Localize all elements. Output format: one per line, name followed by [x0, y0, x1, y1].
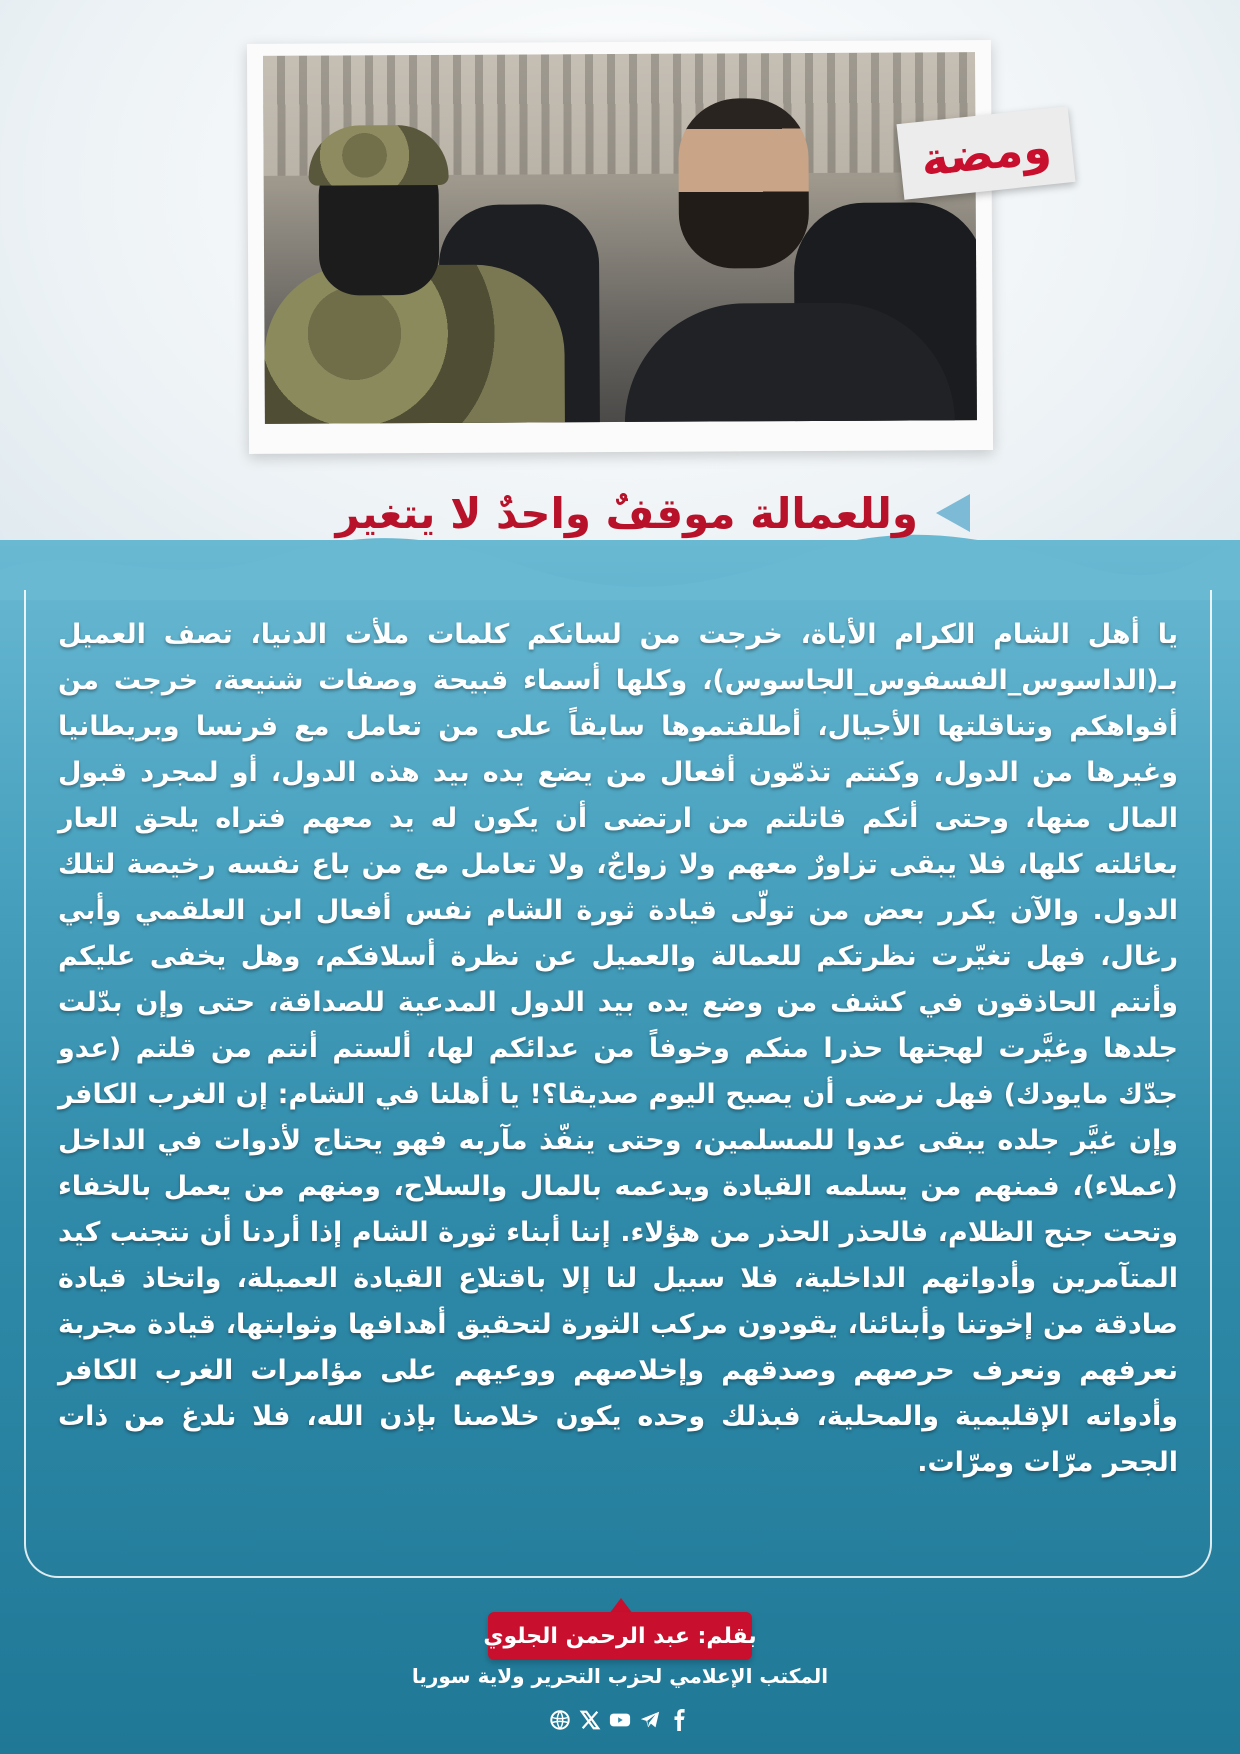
author-banner	[483, 1612, 757, 1660]
x-icon[interactable]	[579, 1709, 601, 1731]
news-photo-frame	[247, 40, 993, 454]
web-icon[interactable]	[549, 1709, 571, 1731]
youtube-icon[interactable]	[609, 1709, 631, 1731]
brand-stamp-text: ومضة	[918, 119, 1054, 187]
headline-text: وللعمالة موقفٌ واحدٌ لا يتغير	[335, 488, 918, 538]
author-name: بقلم: عبد الرحمن الجلوي	[483, 1623, 757, 1649]
headline	[200, 478, 970, 548]
article-body: يا أهل الشام الكرام الأباة، خرجت من لسانكم كلمات ملأت الدنيا، تصف العميل بـ(الداسوس_الفسفوس_الجاسوس)، وكلها أسماء قبيحة وصفات شنيعة، خرجت من أفواهكم وتناقلتها الأجيال، أطلقتموها سابقاً على من تعامل مع فرنسا وبريطانيا وغيرها من الدول، وكنتم تذمّون أفعال من يضع يده بيد هذه الدول، أو لمجرد قبول المال منها، وحتى أنكم قاتلتم من ارتضى أن يكون له يد معهم فتراه يلحق العار بعائلته كلها، فلا يبقى تزاورٌ معهم ولا زواجٌ، ولا تعامل مع من باع نفسه رخيصة لتلك الدول. والآن يكرر بعض من تولّى قيادة ثورة الشام نفس أفعال ابن العلقمي وأبي رغال، فهل تغيّرت نظرتكم للعمالة والعميل عن نظرة أسلافكم، وهل يخفى عليكم وأنتم الحاذقون في كشف من وضع يده بيد الدول المدعية للصداقة، حتى وإن بدّلت جلدها وغيَّرت لهجتها حذرا منكم وخوفاً من عدائكم لها، ألستم أنتم من قلتم (عدو جدّك مايودك) فهل نرضى أن يصبح اليوم صديقا؟! يا أهلنا في الشام: إن الغرب الكافر وإن غيَّر جلده يبقى عدوا للمسلمين، وحتى ينفّذ مآربه فهو يحتاج لأدوات في الداخل (عملاء)، فمنهم من يسلمه القيادة ويدعمه بالمال والسلاح، ومنهم من يعمل بالخفاء وتحت جنح الظلام، فالحذر الحذر من هؤلاء. إننا أبناء ثورة الشام إذا أردنا أن نتجنب كيد المتآمرين وأدواتهم الداخلية، فلا سبيل لنا إلا باقتلاع القيادة العميلة، واتخاذ قيادة صادقة من إخوتنا وأبنائنا، يقودون مركب الثورة لتحقيق أهدافها وثوابتها، قيادة مجربة نعرفهم ونعرف حرصهم وصدقهم وإخلاصهم ووعيهم على مؤامرات الغرب الكافر وأدواته الإقليمية والمحلية، فبذلك وحده يكون خلاصنا بإذن الله، فلا نلدغ من ذات الجحر مرّات ومرّات.	[58, 619, 1178, 1478]
news-photo	[263, 52, 977, 424]
facebook-icon[interactable]	[669, 1709, 691, 1731]
social-links	[550, 1704, 690, 1736]
telegram-icon[interactable]	[639, 1709, 661, 1731]
headline-marker-icon	[936, 494, 970, 532]
office-name: المكتب الإعلامي لحزب التحرير ولاية سوريا	[411, 1664, 829, 1688]
